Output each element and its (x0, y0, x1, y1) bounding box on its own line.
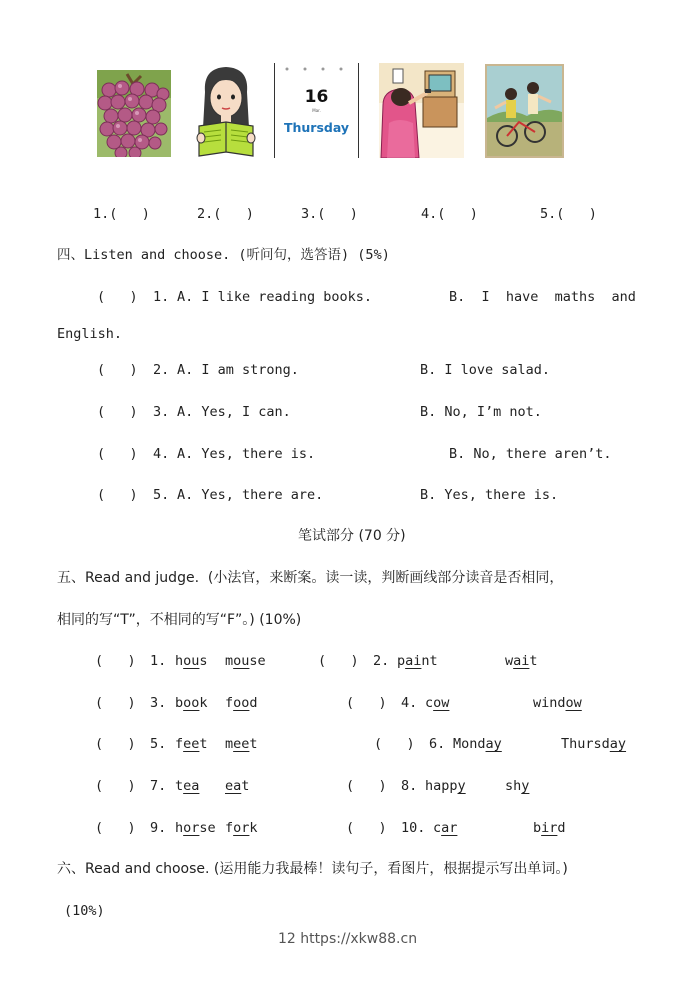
s5-q4-num: 4. (401, 695, 418, 711)
underlined-letters: ow (433, 695, 450, 711)
s5-q1-word2 (225, 653, 266, 669)
word-part: d (557, 820, 566, 836)
s5-q7-num: 7. (150, 778, 167, 794)
s5-q4-word2 (533, 695, 582, 711)
s4-q5-option-a: A. Yes, there are. (177, 487, 324, 503)
word-part: m (225, 736, 234, 752)
word-part: f (225, 820, 234, 836)
word-part: s (199, 653, 208, 669)
underlined-letters: ou (233, 653, 250, 669)
word-part: p (397, 653, 406, 669)
underlined-letters: ai (513, 653, 530, 669)
underlined-letters: ar (441, 820, 458, 836)
underlined-letters: y (521, 778, 530, 794)
word-part: k (199, 695, 208, 711)
word-part: t (175, 778, 184, 794)
word-part: c (425, 695, 434, 711)
word-part: f (175, 736, 184, 752)
s5-q3-word1 (175, 695, 208, 711)
section6-heading-line1: 六、Read and choose. (运用能力我最棒！读句子，看图片，根据提示写出单词。) (57, 861, 568, 877)
s5-q6-num: 6. (429, 736, 446, 752)
s5-q2-word2 (505, 653, 538, 669)
s5-q9-num: 9. (150, 820, 167, 836)
s4-q5-option-b: B. Yes, there is. (420, 487, 559, 503)
s5-q7-word2 (225, 778, 249, 794)
s4-q2-num: 2. (153, 362, 170, 378)
underlined-letters: ow (565, 695, 582, 711)
word-part: sh (505, 778, 522, 794)
s5-q2-num: 2. (373, 653, 390, 669)
word-part: Mond (453, 736, 486, 752)
s4-q4-blank[interactable]: ( ) (97, 446, 138, 462)
s5-q8-num: 8. (401, 778, 418, 794)
s5-q5-word1 (175, 736, 208, 752)
s5-q5-blank[interactable]: ( ) (95, 736, 136, 752)
word-part: d (249, 695, 258, 711)
section4-heading: 四、Listen and choose. (听问句，选答语) (5%) (57, 247, 390, 263)
word-part: t (241, 778, 250, 794)
underlined-letters: ay (485, 736, 502, 752)
word-part: h (175, 653, 184, 669)
word-part: c (433, 820, 442, 836)
word-part: se (249, 653, 266, 669)
s5-q10-word1 (433, 820, 457, 836)
s5-q5-word2 (225, 736, 258, 752)
word-part: nt (421, 653, 438, 669)
grapes-picture (97, 70, 171, 157)
underlined-letters: ay (609, 736, 627, 752)
s5-q10-num: 10. (401, 820, 426, 836)
s5-q3-num: 3. (150, 695, 167, 711)
s5-q10-word2 (533, 820, 566, 836)
picture-answer-1[interactable]: 1.( ) (93, 206, 150, 222)
word-part: b (533, 820, 542, 836)
s5-q1-blank[interactable]: ( ) (95, 653, 136, 669)
underlined-letters: oo (183, 695, 200, 711)
word-part: t (199, 736, 208, 752)
word-part: t (249, 736, 258, 752)
s5-q4-word1 (425, 695, 449, 711)
girl-reading-picture (191, 62, 261, 158)
s5-q9-word2 (225, 820, 258, 836)
s4-q1-option-b-cont: English. (57, 326, 123, 342)
picture-answer-3[interactable]: 3.( ) (301, 206, 358, 222)
s5-q6-blank[interactable]: ( ) (374, 736, 415, 752)
page-footer: 12 https://xkw88.cn (277, 931, 418, 947)
underlined-letters: or (183, 820, 200, 836)
underlined-letters: ir (541, 820, 558, 836)
underlined-letters: ou (183, 653, 200, 669)
word-part: happ (425, 778, 458, 794)
s4-q3-option-a: A. Yes, I can. (177, 404, 291, 420)
underlined-letters: or (233, 820, 250, 836)
s4-q2-blank[interactable]: ( ) (97, 362, 138, 378)
underlined-letters: ea (183, 778, 200, 794)
word-part: wind (533, 695, 566, 711)
picture-answer-2[interactable]: 2.( ) (197, 206, 254, 222)
s5-q5-num: 5. (150, 736, 167, 752)
calendar-picture (274, 63, 359, 158)
s4-q1-option-a: A. I like reading books. (177, 289, 373, 305)
s4-q2-option-b: B. I love salad. (420, 362, 551, 378)
s5-q1-word1 (175, 653, 208, 669)
s4-q5-num: 5. (153, 487, 170, 503)
word-part: w (505, 653, 514, 669)
underlined-letters: oo (233, 695, 250, 711)
s5-q9-word1 (175, 820, 216, 836)
picture-answer-5[interactable]: 5.( ) (540, 206, 597, 222)
s5-q8-word2 (505, 778, 529, 794)
s4-q3-blank[interactable]: ( ) (97, 404, 138, 420)
s4-q1-option-b: B. I have maths and (449, 289, 636, 305)
underlined-letters: y (457, 778, 466, 794)
s4-q4-option-a: A. Yes, there is. (177, 446, 316, 462)
s4-q5-blank[interactable]: ( ) (97, 487, 138, 503)
s4-q3-option-b: B. No, I’m not. (420, 404, 542, 420)
s4-q2-option-a: A. I am strong. (177, 362, 299, 378)
s5-q6-word2 (561, 736, 626, 752)
underlined-letters: ai (405, 653, 422, 669)
word-part: Thursd (561, 736, 610, 752)
word-part: t (529, 653, 538, 669)
s4-q1-num: 1. (153, 289, 170, 305)
riding-bikes-picture (485, 64, 564, 158)
s5-q2-word1 (397, 653, 438, 669)
s4-q4-num: 4. (153, 446, 170, 462)
s5-q1-num: 1. (150, 653, 167, 669)
s5-q8-blank[interactable]: ( ) (346, 778, 387, 794)
s5-q4-blank[interactable]: ( ) (346, 695, 387, 711)
calendar-weekday: Thursday (283, 120, 350, 135)
word-part: se (199, 820, 216, 836)
written-part-title: 笔试部分 (70 分) (298, 528, 406, 544)
word-part: k (249, 820, 258, 836)
section6-heading-line2: (10%) (64, 903, 105, 919)
s5-q8-word1 (425, 778, 466, 794)
word-part: h (175, 820, 184, 836)
s5-q7-blank[interactable]: ( ) (95, 778, 136, 794)
s4-q1-blank[interactable]: ( ) (97, 289, 138, 305)
word-part: f (225, 695, 234, 711)
s5-q10-blank[interactable]: ( ) (346, 820, 387, 836)
word-part: b (175, 695, 184, 711)
s5-q3-word2 (225, 695, 258, 711)
underlined-letters: ee (183, 736, 200, 752)
s5-q6-word1 (453, 736, 502, 752)
calendar-month: Mar. (312, 108, 321, 113)
underlined-letters: ee (233, 736, 250, 752)
s4-q3-num: 3. (153, 404, 170, 420)
watching-tv-picture (379, 63, 464, 158)
section5-heading-line2: 相同的写“T”，不相同的写“F”。) (10%) (57, 612, 302, 628)
s5-q7-word1 (175, 778, 199, 794)
picture-answer-4[interactable]: 4.( ) (421, 206, 478, 222)
section5-heading-line1: 五、Read and judge. (小法官，来断案。读一读，判断画线部分读音是否相同， (57, 570, 564, 586)
s5-q3-blank[interactable]: ( ) (95, 695, 136, 711)
underlined-letters: ea (225, 778, 242, 794)
s5-q9-blank[interactable]: ( ) (95, 820, 136, 836)
s5-q2-blank[interactable]: ( ) (318, 653, 359, 669)
word-part: m (225, 653, 234, 669)
s4-q4-option-b: B. No, there aren’t. (449, 446, 612, 462)
calendar-day: 16 (304, 87, 329, 107)
